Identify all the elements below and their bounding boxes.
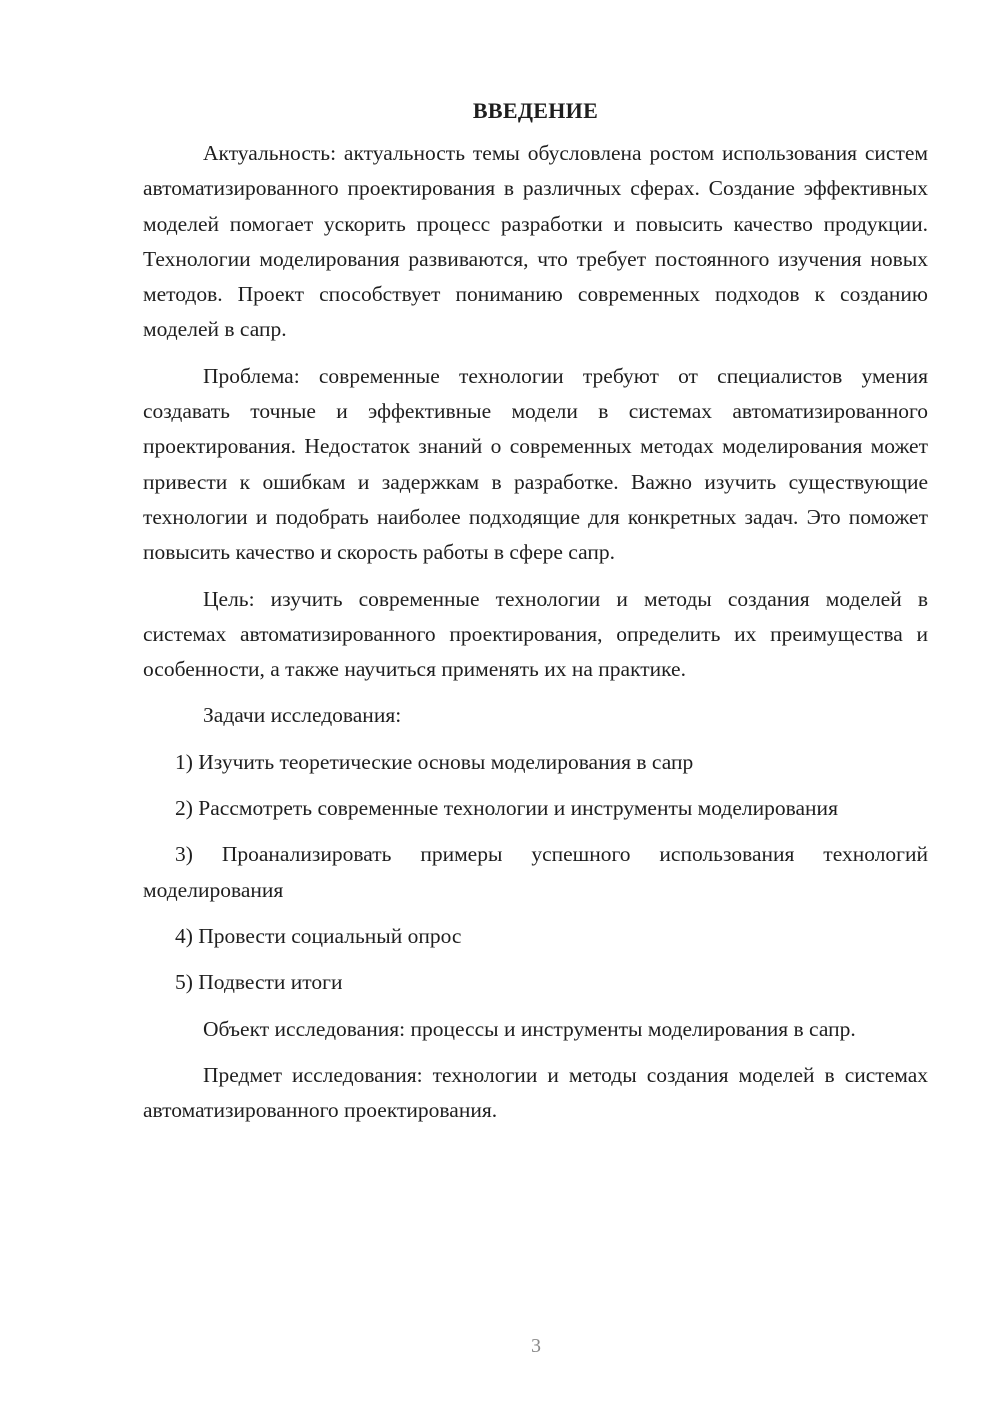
- task-item-5: 5) Подвести итоги: [175, 970, 343, 995]
- task-item-3: 3) Проанализировать примеры успешного использования технологий моделирования: [143, 842, 928, 902]
- task-item-2: 2) Рассмотреть современные технологии и инструменты моделирования: [175, 796, 838, 821]
- relevance-paragraph: Актуальность: актуальность темы обусловлена ростом использования систем автоматизированного проектирования в различных сферах. Создание эффективных моделей помогает ускорить процесс разработки и повысить качество продукции. Технологии моделирования развиваются, что требует постоянного изучения новых методов. Проект способствует пониманию современных подходов к созданию моделей в сапр.: [143, 141, 928, 342]
- goal-paragraph: Цель: изучить современные технологии и методы создания моделей в системах автоматизированного проектирования, определить их преимущества и особенности, а также научиться применять их на практике.: [143, 586, 928, 682]
- problem-paragraph: Проблема: современные технологии требуют от специалистов умения создавать точные и эффективные модели в системах автоматизированного проектирования. Недостаток знаний о современных методах моделирования может привести к ошибкам и задержкам в разработке. Важно изучить существующие технологии и подобрать наиболее подходящие для конкретных задач. Это поможет повысить качество и скорость работы в сфере сапр.: [143, 363, 928, 565]
- page-title: ВВЕДЕНИЕ: [472, 98, 599, 123]
- document-page: [143, 96, 928, 1139]
- subject-paragraph: Предмет исследования: технологии и методы создания моделей в системах автоматизированного проектирования.: [143, 1062, 928, 1123]
- object-paragraph: Объект исследования: процессы и инструменты моделирования в сапр.: [203, 1016, 856, 1041]
- task-item-4: 4) Провести социальный опрос: [175, 923, 462, 948]
- tasks-heading: Задачи исследования:: [203, 703, 402, 728]
- task-item-1: 1) Изучить теоретические основы моделирования в сапр: [175, 749, 694, 774]
- page-number: 3: [531, 1335, 541, 1357]
